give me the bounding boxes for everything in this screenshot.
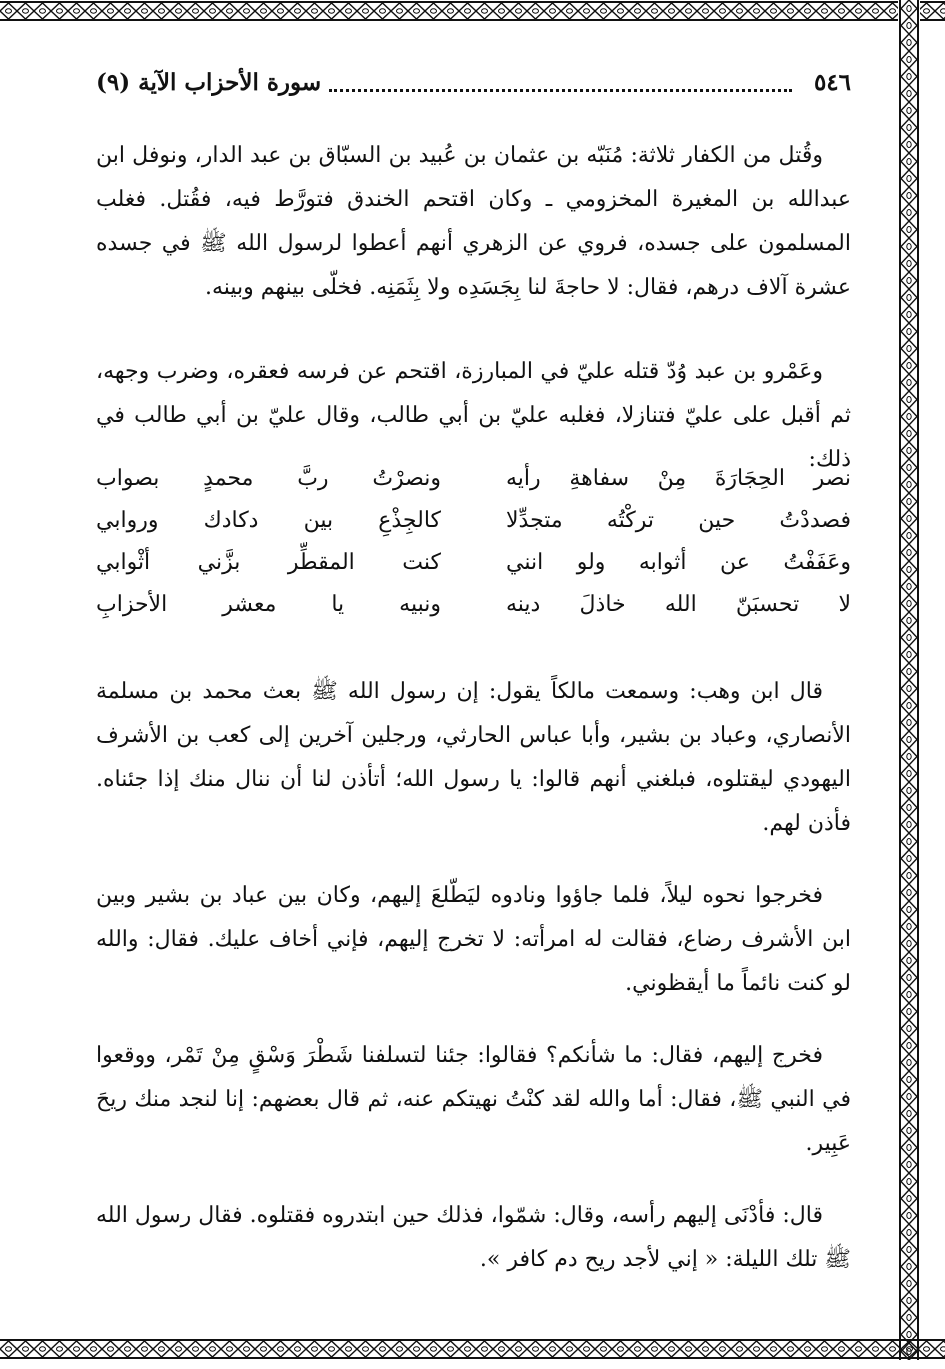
paragraph-4: فخرجوا نحوه ليلاً، فلما جاؤوا ونادوه ليَطّلعَ إليهم، وكان بين عباد بن بشير وبين ابن الأشرف رضاع، فقالت له امرأته: لا تخرج إليهم، فإني أخاف عليك. فقال: والله لو كنت نائماً ما أيقظوني. (96, 883, 851, 996)
poem-first-hemistich: وعَفَفْتُ عن أثوابه ولو انني (506, 550, 851, 575)
paragraph-5: فخرج إليهم، فقال: ما شأنكم؟ فقالوا: جئنا لتسلفنا شَطْرَ وَسْقٍ مِنْ تَمْر، ووقعوا في النبي ﷺ، فقال: أما والله لقد كنْتُ نهيتكم عنه، ثم قال بعضهم: إنا لنجد منك ريحَ عَبِير. (96, 1043, 851, 1156)
poem-line (96, 458, 851, 500)
running-header (96, 62, 851, 102)
right-border-ornament (898, 0, 920, 1360)
page-number: ٥٤٦ (813, 68, 851, 96)
paragraph-6: قال: فأدْنَى إليهم رأسه، وقال: شمّوا، فذلك حين ابتدروه فقتلوه. فقال رسول الله ﷺ تلك الليلة: « إني لأجد ريح دم كافر ». (96, 1203, 851, 1272)
book-page (96, 62, 851, 1332)
poem-line (96, 542, 851, 584)
poem (96, 458, 851, 626)
poem-line (96, 584, 851, 626)
poem-second-hemistich: كنت المقطِّر بزَّني أثْوابي (96, 550, 441, 575)
paragraph-2: وعَمْرو بن عبد وُدّ قتله عليّ في المبارزة، اقتحم عن فرسه فعقره، وضرب وجهه، ثم أقبل على عليّ فتنازلا، فغلبه عليّ بن أبي طالب، وقال عليّ بن أبي طالب في ذلك: (96, 359, 851, 472)
bottom-border-ornament (0, 1338, 945, 1360)
paragraph-3: قال ابن وهب: وسمعت مالكاً يقول: إن رسول الله ﷺ بعث محمد بن مسلمة الأنصاري، وعباد بن بشير، وأبا عباس الحارثي، ورجلين آخرين إلى كعب بن الأشرف اليهودي ليقتلوه، فبلغني أنهم قالوا: يا رسول الله؛ أتأذن لنا أن ننال منك إذا جئناه. فأذن لهم. (96, 679, 851, 836)
poem-line (96, 500, 851, 542)
top-border-ornament (0, 0, 945, 22)
poem-first-hemistich: نصر الحِجَارَةَ مِنْ سفاهةِ رأيه (506, 466, 851, 491)
poem-first-hemistich: لا تحسبَنّ الله خاذلَ دينه (506, 592, 851, 617)
poem-second-hemistich: ونصرْتُ ربَّ محمدٍ بصواب (96, 466, 441, 491)
header-dot-leader (329, 89, 792, 92)
poem-second-hemistich: ونبيه يا معشر الأحزابِ (96, 592, 441, 617)
poem-second-hemistich: كالجِذْعِ بين دكادك وروابي (96, 508, 441, 533)
paragraph-1: وقُتل من الكفار ثلاثة: مُنَبّه بن عثمان بن عُبيد بن السبّاق بن عبد الدار، ونوفل ابن عبدالله بن المغيرة المخزومي ـ وكان اقتحم الخندق فتورَّط فيه، فقُتل. فغلب المسلمون على جسده، فروي عن الزهري أنهم أعطوا لرسول الله ﷺ في جسده عشرة آلاف درهم، فقال: لا حاجةَ لنا بِجَسَدِه ولا بِثَمَنِه. فخلّى بينهم وبينه. (96, 143, 851, 300)
poem-first-hemistich: فصددْتُ حين تركْتُه متجدِّلا (506, 508, 851, 533)
header-title: سورة الأحزاب الآية (٩) (96, 68, 322, 96)
